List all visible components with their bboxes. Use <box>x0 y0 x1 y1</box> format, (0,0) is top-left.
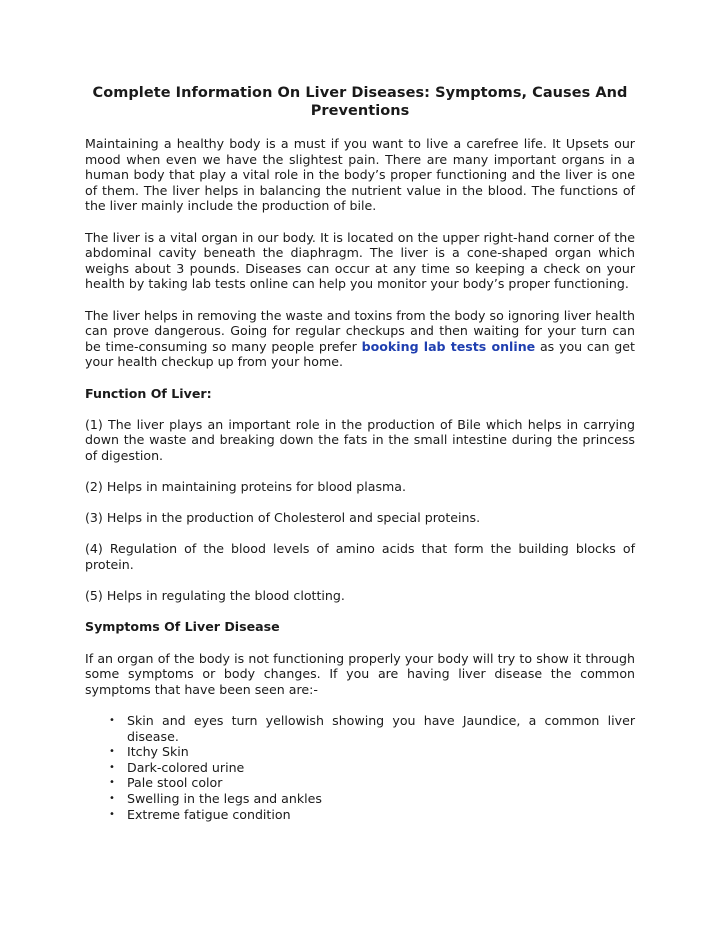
symptoms-heading: Symptoms Of Liver Disease <box>85 619 280 635</box>
list-item-text: Pale stool color <box>127 775 223 791</box>
bullet-icon: • <box>109 808 115 820</box>
list-item-text: Dark-colored urine <box>127 759 245 775</box>
list-item <box>109 744 635 760</box>
symptoms-intro-paragraph: If an organ of the body is not functioning properly your body will try to show it through some symptoms or body changes. If you are having liver disease the common symptoms that have been seen are:- <box>85 650 635 697</box>
booking-lab-tests-link[interactable]: booking lab tests online <box>361 338 536 354</box>
liver-health-paragraph <box>85 308 635 370</box>
list-item-text: Extreme fatigue condition <box>127 806 291 822</box>
bullet-icon: • <box>109 777 115 789</box>
function-item-5: (5) Helps in regulating the blood clotting. <box>85 588 345 604</box>
symptoms-list <box>85 713 635 822</box>
function-item-3: (3) Helps in the production of Cholesterol and special proteins. <box>85 510 481 526</box>
function-item-4: (4) Regulation of the blood levels of amino acids that form the building blocks of protein. <box>85 541 635 573</box>
bullet-icon: • <box>109 714 115 726</box>
document-page <box>85 84 635 822</box>
list-item <box>109 775 635 791</box>
function-of-liver-heading: Function Of Liver: <box>85 385 212 401</box>
list-item-text: Itchy Skin <box>127 744 189 760</box>
list-item <box>109 712 635 744</box>
intro-paragraph: Maintaining a healthy body is a must if you want to live a carefree life. It Upsets our mood when even we have the slightest pain. There are many important organs in a human body that play a vital role in the body’s proper functioning and the liver is one of them. The liver helps in balancing the nutrient value in the blood. The functions of the liver mainly include the production of bile. <box>85 136 635 214</box>
document-title: Complete Information On Liver Diseases: Symptoms, Causes And Preventions <box>92 85 628 119</box>
function-item-2: (2) Helps in maintaining proteins for blood plasma. <box>85 479 406 495</box>
list-item <box>109 790 635 807</box>
bullet-icon: • <box>109 746 115 758</box>
paragraph-text-after-link: as you can get your health checkup up from your home. <box>85 338 635 370</box>
bullet-icon: • <box>109 792 115 804</box>
liver-location-paragraph: The liver is a vital organ in our body. It is located on the upper right-hand corner of the abdominal cavity beneath the diaphragm. The liver is a cone-shaped organ which weighs about 3 pounds. Diseases can occur at any time so keeping a check on your health by taking lab tests online can help you monitor your body’s proper functioning. <box>85 229 635 292</box>
function-item-1: (1) The liver plays an important role in the production of Bile which helps in carrying down the waste and breaking down the fats in the small intestine during the princess of digestion. <box>85 416 635 463</box>
bullet-icon: • <box>109 761 115 773</box>
list-item-text: Swelling in the legs and ankles <box>127 790 322 806</box>
paragraph-text-before-link: The liver helps in removing the waste and toxins from the body so ignoring liver health can prove dangerous. Going for regular checkups and then waiting for your turn can be time-consuming so many people prefer <box>85 307 635 354</box>
list-item <box>109 759 635 776</box>
list-item <box>109 806 635 823</box>
list-item-text: Skin and eyes turn yellowish showing you have Jaundice, a common liver disease. <box>127 712 635 744</box>
